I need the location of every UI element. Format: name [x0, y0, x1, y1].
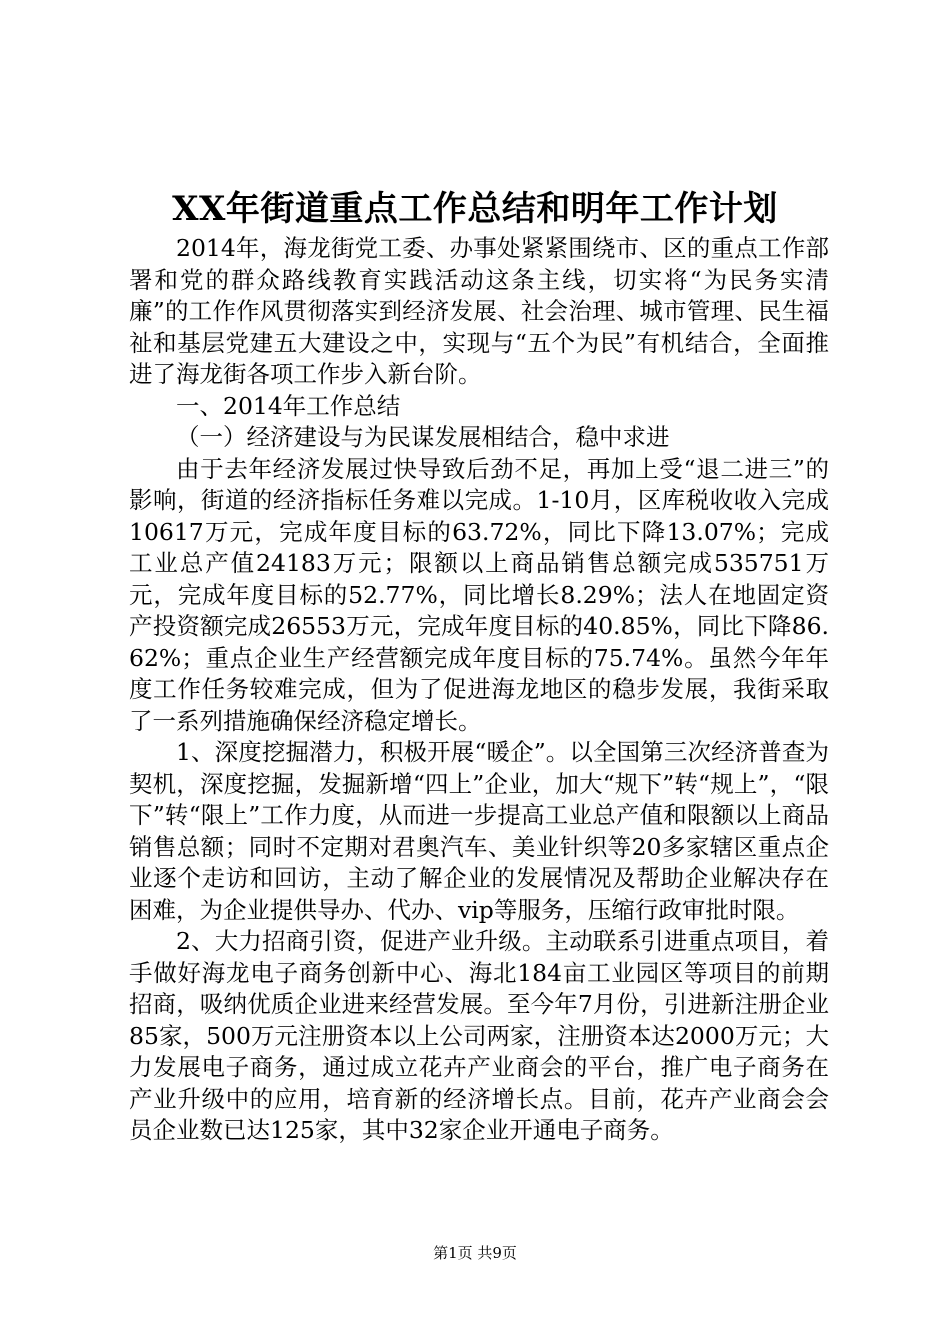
page-number-footer: 第1页 共9页 [433, 1244, 517, 1262]
subsection-heading: （一）经济建设与为民谋发展相结合，稳中求进 [176, 423, 670, 451]
measure-2-paragraph: 2、大力招商引资，促进产业升级。主动联系引进重点项目，着手做好海龙电子商务创新中心、海北184亩工业园区等项目的前期招商，吸纳优质企业进来经营发展。至今年7月份，引进新注册企业85家，500万元注册资本以上公司两家，注册资本达2000万元；大力发展电子商务，通过成立花卉产业商会的平台，推广电子商务在产业升级中的应用，培育新的经济增长点。目前，花卉产业商会会员企业数已达125家，其中32家企业开通电子商务。 [129, 927, 829, 1144]
document-title: XX年街道重点工作总结和明年工作计划 [172, 189, 778, 229]
measure-1-paragraph: 1、深度挖掘潜力，积极开展“暖企”。以全国第三次经济普查为契机，深度挖掘，发掘新增“四上”企业，加大“规下”转“规上”，“限下”转“限上”工作力度，从而进一步提高工业总产值和限额以上商品销售总额；同时不定期对君奥汽车、美业针织等20多家辖区重点企业逐个走访和回访，主动了解企业的发展情况及帮助企业解决存在困难，为企业提供导办、代办、vip等服务，压缩行政审批时限。 [129, 738, 829, 924]
economy-paragraph: 由于去年经济发展过快导致后劲不足，再加上受“退二进三”的影响，街道的经济指标任务难以完成。1-10月，区库税收收入完成10617万元，完成年度目标的63.72%，同比下降13.07%；完成工业总产值24183万元；限额以上商品销售总额完成535751万元，完成年度目标的52.77%，同比增长8.29%；法人在地固定资产投资额完成26553万元，完成年度目标的40.85%，同比下降86.62%；重点企业生产经营额完成年度目标的75.74%。虽然今年年度工作任务较难完成，但为了促进海龙地区的稳步发展，我街采取了一系列措施确保经济稳定增长。 [129, 454, 829, 735]
intro-paragraph: 2014年，海龙街党工委、办事处紧紧围绕市、区的重点工作部署和党的群众路线教育实践活动这条主线，切实将“为民务实清廉”的工作作风贯彻落实到经济发展、社会治理、城市管理、民生福祉和基层党建五大建设之中，实现与“五个为民”有机结合，全面推进了海龙街各项工作步入新台阶。 [129, 234, 829, 388]
document-body [129, 233, 829, 1147]
section-heading: 一、2014年工作总结 [176, 391, 401, 420]
